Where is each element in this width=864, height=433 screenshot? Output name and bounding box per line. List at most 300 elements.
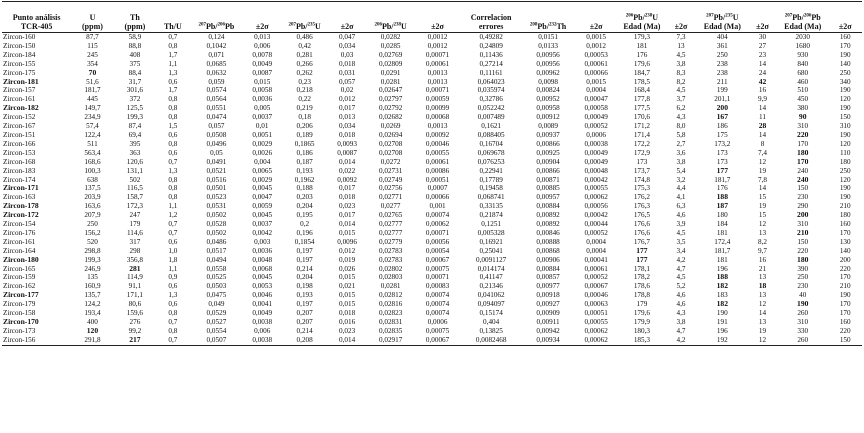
table-cell: 191 [716,318,728,326]
table-cell: 27 [758,41,767,50]
column-header-corr [460,2,523,33]
table-cell: 114,9 [126,273,143,282]
table-cell: 0,208 [281,336,328,345]
table-cell: 245 [87,50,98,59]
table-cell: 0,0531 [206,202,227,211]
table-cell: 0,00866 [536,139,560,148]
table-cell: 0,0013 [427,77,448,86]
table-cell: 0,0059 [252,202,273,211]
table-cell: 172,2 [633,139,650,148]
table-cell: 177,8 [633,95,650,104]
table-cell: 18 [758,282,767,291]
table-cell: 0,02823 [378,309,403,318]
header-line: TCR-405 [20,21,53,31]
table-cell: 0,00052 [584,122,608,131]
table-cell: 0,00958 [536,104,560,113]
table-cell: 0,00067 [584,282,608,291]
table-cell: 0,00042 [584,211,608,220]
sample-id-cell: Zircon-179 [3,300,36,309]
table-cell: 0,023 [338,326,356,335]
table-cell: 0,00846 [536,228,560,237]
column-header-pb207_206 [190,2,244,33]
table-cell: 0,0015 [586,77,606,86]
table-cell: 199 [716,86,728,95]
table-cell: 0,6 [168,237,178,246]
table-cell: 0,0475 [206,291,227,300]
sample-id-cell: Zircon-170 [3,318,39,326]
table-cell: 0,00052 [584,228,608,237]
table-cell: 0,27214 [479,59,503,68]
table-cell: 0,0048 [252,255,273,264]
table-row [2,95,862,104]
table-cell: 4,5 [676,86,686,95]
table-cell: 0,071 [208,50,225,59]
table-cell: 5,2 [676,282,686,291]
table-cell: 246,9 [84,264,101,273]
table-cell: 0,0042 [252,228,273,237]
table-cell: 220 [839,326,851,335]
header-line: ±2σ [756,21,769,31]
table-cell: 3,8 [676,157,686,166]
table-cell: 0,00866 [536,166,560,175]
table-cell: 192 [697,336,748,345]
table-cell: 0,0285 [380,41,401,50]
table-cell: 250 [716,50,728,59]
table-cell: 0,05 [210,148,223,157]
table-cell: 12 [748,336,777,345]
table-cell: 0,017 [338,211,356,220]
table-cell: 0,012 [338,95,356,104]
table-cell: 171,1 [126,291,143,300]
table-cell: 16 [758,255,767,264]
table-cell: 14 [758,184,767,193]
table-cell: 0,1865 [294,139,315,148]
table-cell: 238 [716,68,728,77]
table-row [2,193,862,202]
table-cell: 120 [839,175,851,184]
table-cell: 0,0012 [427,33,448,41]
table-cell: 0,00041 [584,255,608,264]
table-cell: 0,006 [254,41,271,50]
table-cell: 361 [716,41,728,50]
table-cell: 0,00068 [425,113,450,122]
table-cell: 186 [716,122,728,131]
table-cell: 4,6 [676,211,686,220]
table-cell: 0,7 [168,157,178,166]
table-cell: 0,0013 [427,122,448,131]
table-cell: 0,013 [254,33,271,41]
header-line: (ppm) [82,21,103,31]
table-cell: 23 [758,50,767,59]
table-cell: 3,9 [676,220,686,229]
table-cell: 172,3 [126,202,143,211]
table-cell: 0,17789 [479,175,503,184]
table-cell: 0,00934 [522,336,573,345]
sample-id-cell: Zircon-171 [3,184,39,193]
table-cell: 180 [797,255,809,264]
table-cell: 0,0685 [206,59,227,68]
header-line: Th [129,13,140,22]
table-cell: 196 [716,326,728,335]
table-cell: 0,02708 [378,148,403,157]
table-cell: 0,00062 [584,193,608,202]
isotope-label: Pb/ [537,21,549,31]
table-cell: 0,02694 [378,130,403,139]
table-cell: 0,00056 [425,237,450,246]
table-cell: 0,204 [296,202,313,211]
table-cell: 179,6 [633,59,650,68]
table-cell: 170 [797,157,809,166]
table-row [2,158,862,167]
sample-id-cell: Zircon-152 [3,113,36,122]
table-cell: 0,02777 [378,220,403,229]
table-row [2,309,862,318]
table-cell: 510 [797,86,809,95]
table-cell: 0,203 [296,193,313,202]
table-cell: 0,00892 [536,220,560,229]
table-cell: 0,0012 [586,41,606,50]
table-cell: 110 [839,148,851,157]
table-cell: 8,2 [676,77,686,86]
sample-id-cell: Zircon-163 [3,193,36,202]
table-cell: 0,02765 [378,211,403,220]
table-cell: 0,064023 [477,77,505,86]
table-cell: 4,2 [665,336,696,345]
table-cell: 170 [839,228,851,237]
table-cell: 190 [839,291,851,300]
table-cell: 57,4 [86,122,99,131]
sample-id-cell: Zircon-158 [3,309,36,318]
table-cell: 0,11436 [479,50,503,59]
table-cell: 4,5 [676,50,686,59]
table-cell: 170 [839,273,851,282]
table-cell: 150 [839,113,851,122]
table-cell: 0,00071 [425,273,450,282]
table-cell: 0,0089 [538,122,558,131]
table-cell: 179,9 [633,318,650,326]
table-cell: 180 [839,157,851,166]
table-cell: 220 [797,246,809,255]
table-cell: 0,7 [168,318,178,326]
table-cell: 298 [129,246,141,255]
table-row [2,291,862,300]
table-cell: 179 [636,300,648,309]
table-cell: 0,24809 [479,41,503,50]
table-cell: 0,0269 [380,122,401,131]
table-cell: 0,00038 [584,139,608,148]
table-cell: 220 [797,130,809,139]
table-cell: 182 [716,282,728,291]
table-cell: 638 [87,175,98,184]
table-cell: 190 [797,300,809,309]
table-cell: 0,0046 [252,291,273,300]
table-cell: 301,6 [126,86,143,95]
table-cell: 0,0041 [252,300,273,309]
table-row [2,122,862,131]
table-cell: 160,9 [84,282,101,291]
table-cell: 0,00925 [536,148,560,157]
table-cell: 0,02779 [378,237,403,246]
table-cell: 1,0 [168,246,178,255]
table-cell: 182 [716,300,728,309]
table-cell: 0,035974 [477,86,505,95]
table-cell: 120,6 [126,157,143,166]
table-cell: 8,3 [676,68,686,77]
table-cell: 0,00884 [536,202,560,211]
table-cell: 0,0494 [206,255,227,264]
table-row [2,318,862,327]
table-cell: 181 [716,255,728,264]
table-row [2,336,862,345]
table-cell: 0,005328 [477,228,505,237]
table-cell: 178,1 [633,264,650,273]
column-header-thu [156,2,190,33]
table-cell: 0,00086 [425,166,450,175]
table-cell: 12 [758,300,767,309]
table-cell: 0,207 [296,309,313,318]
column-header-e1 [243,2,281,33]
table-cell: 0,262 [296,68,313,77]
table-cell: 15 [758,193,767,202]
table-cell: 0,0503 [206,282,227,291]
table-cell: 0,0551 [206,104,227,113]
table-cell: 0,8 [168,193,178,202]
table-cell: 0,02816 [378,300,403,309]
table-cell: 0,00042 [584,175,608,184]
table-cell: 190 [839,184,851,193]
table-cell: 4,7 [676,326,686,335]
table-cell: 120 [839,139,851,148]
isotope-mass: 235 [725,13,733,19]
table-cell: 0,8 [168,95,178,104]
table-cell: 0,8 [168,184,178,193]
table-cell: 6,2 [676,104,686,113]
isotope-mass: 207 [288,21,296,27]
table-cell: 3,8 [676,318,686,326]
table-row [2,60,862,69]
table-cell: 4,3 [676,309,686,318]
table-cell: 0,00055 [425,148,450,157]
table-cell: 0,6 [168,148,178,157]
table-cell: 0,0087 [337,148,357,157]
table-cell: 0,00957 [536,193,560,202]
table-cell: 0,00054 [425,246,450,255]
table-cell: 0,0277 [380,202,401,211]
table-cell: 0,00868 [536,246,560,255]
header-ratio [367,23,414,32]
table-cell: 176,7 [633,237,650,246]
sample-id-cell: Zircon-175 [3,68,36,77]
sample-id-cell: Zircon-154 [3,220,36,229]
table-cell: 0,02769 [378,50,403,59]
table-cell: 0,015 [338,291,356,300]
table-cell: 0,00058 [584,104,608,113]
table-cell: 0,0078 [252,50,273,59]
table-cell: 12 [758,157,767,166]
table-cell: 0,16704 [479,139,503,148]
table-cell: 0,00937 [536,130,560,139]
table-cell: 356,8 [126,255,143,264]
table-cell: 180,3 [633,326,650,335]
sample-id-cell: Zircon-178 [3,202,39,211]
table-cell: 260 [797,309,809,318]
table-cell: 13 [758,273,767,282]
header-ratio [282,23,327,32]
table-cell: 0,00884 [536,264,560,273]
table-cell: 0,0015 [586,33,606,41]
table-cell: 19 [758,166,767,175]
table-cell: 24 [758,68,767,77]
isotope-mass: 206 [374,21,382,27]
table-cell: 176,6 [633,228,650,237]
table-cell: 230 [797,193,809,202]
isotope-label: Th [556,21,567,31]
table-cell: 0,1854 [294,237,315,246]
table-cell: 0,015 [338,273,356,282]
column-header-th [114,2,156,33]
table-cell: 0,486 [296,33,313,41]
table-cell: 0,00066 [425,193,450,202]
table-cell: 0,00871 [536,175,560,184]
header-line: ±2σ [838,21,852,31]
column-header-e7 [828,2,862,33]
table-cell: 69,4 [128,130,142,139]
sample-id-cell: Zircon-160 [3,33,36,41]
table-cell: 87,7 [86,33,99,41]
table-cell: 230 [797,282,809,291]
table-cell: 408 [129,50,141,59]
table-cell: 14 [758,309,767,318]
table-cell: 3,8 [676,59,686,68]
table-cell: 0,00918 [536,291,560,300]
table-cell: 0,00044 [584,220,608,229]
table-cell: 247 [129,211,141,220]
table-cell: 114,6 [126,228,143,237]
isotope-label: Pb/ [713,13,726,22]
table-cell: 13 [677,41,685,50]
table-cell: 28 [758,122,767,131]
table-cell: 0,00956 [536,59,560,68]
table-cell: 0,8 [168,175,178,184]
table-cell: 404 [716,33,728,41]
table-cell: 0,22 [298,95,311,104]
table-cell: 0,266 [296,59,313,68]
table-cell: 190 [839,86,851,95]
table-cell: 0,0502 [206,211,227,220]
sample-id-cell: Zircon-172 [3,211,39,220]
isotope-mass: 232 [548,21,557,27]
table-cell: 170 [797,139,809,148]
table-cell: 0,206 [296,122,313,131]
table-cell: 0,0068 [252,264,273,273]
table-cell: 140 [839,59,851,68]
table-cell: 0,21874 [479,211,503,220]
sample-id-cell: Zircon-173 [3,326,36,335]
table-cell: 0,02812 [378,291,403,300]
table-cell: 0,0045 [252,211,273,220]
table-cell: 0,00956 [536,50,560,59]
table-cell: 0,197 [296,246,313,255]
table-cell: 0,014174 [477,264,505,273]
table-cell: 1680 [795,41,810,50]
table-row [2,51,862,60]
header-ratio [191,23,243,32]
table-cell: 3,4 [676,246,686,255]
table-cell: 0,02749 [378,175,403,184]
table-cell: 0,8 [168,139,178,148]
table-row [2,167,862,176]
table-cell: 0,42 [298,41,311,50]
column-header-age207_206 [777,2,828,33]
table-cell: 0,196 [296,228,313,237]
table-cell: 176,3 [633,202,650,211]
table-cell: 173 [716,157,728,166]
table-cell: 0,8 [168,326,178,335]
table-cell: 190 [839,104,851,113]
table-cell: 0,02 [340,86,354,95]
table-cell: 0,004 [254,157,271,166]
table-row [2,176,862,185]
table-cell: 14 [758,130,767,139]
table-cell: 91,1 [128,282,142,291]
table-cell: 0,0564 [206,95,227,104]
table-cell: 0,49282 [479,33,503,41]
table-cell: 0,124 [208,33,225,41]
table-cell: 0,214 [296,326,313,335]
isotope-mass: 208 [529,21,538,27]
table-header-row [2,2,862,33]
table-cell: 88,4 [128,68,142,77]
table-cell: 0,0036 [252,95,273,104]
table-cell: 173,2 [714,139,731,148]
table-cell: 0,00061 [425,59,450,68]
column-header-pb207_235 [281,2,328,33]
table-cell: 14 [758,59,767,68]
sample-id-cell: Zircon-161 [3,95,36,104]
table-cell: 173,7 [633,166,650,175]
isotope-label: U [315,21,321,31]
table-cell: 150 [797,184,809,193]
table-cell: 0,0045 [252,273,273,282]
table-cell: 173 [636,157,648,166]
table-cell: 0,0272 [380,157,401,166]
table-cell: 158,7 [126,193,143,202]
table-cell: 0,0047 [252,193,273,202]
sample-id-cell: Zircon-182 [3,104,39,113]
table-cell: 7,4 [758,148,767,157]
table-cell: 0,00912 [536,113,560,122]
column-header-e3 [415,2,460,33]
table-cell: 149,7 [84,104,101,113]
table-row [2,256,862,265]
table-cell: 0,00071 [425,50,450,59]
table-cell: 0,00048 [584,166,608,175]
table-cell: 15 [758,211,767,220]
table-cell: 0,02783 [378,246,403,255]
table-cell: 0,03 [340,50,354,59]
table-cell: 0,8 [168,104,178,113]
table-cell: 0,02835 [378,326,403,335]
table-cell: 0,00904 [536,157,560,166]
table-cell: 188 [716,273,728,282]
table-cell: 0,049 [208,300,225,309]
table-cell: 680 [797,68,809,77]
table-cell: 4,6 [676,291,686,300]
table-cell: 4,5 [676,273,686,282]
table-cell: 203,9 [84,193,101,202]
table-cell: 176,6 [633,220,650,229]
isotope-mass: 206 [625,13,634,19]
